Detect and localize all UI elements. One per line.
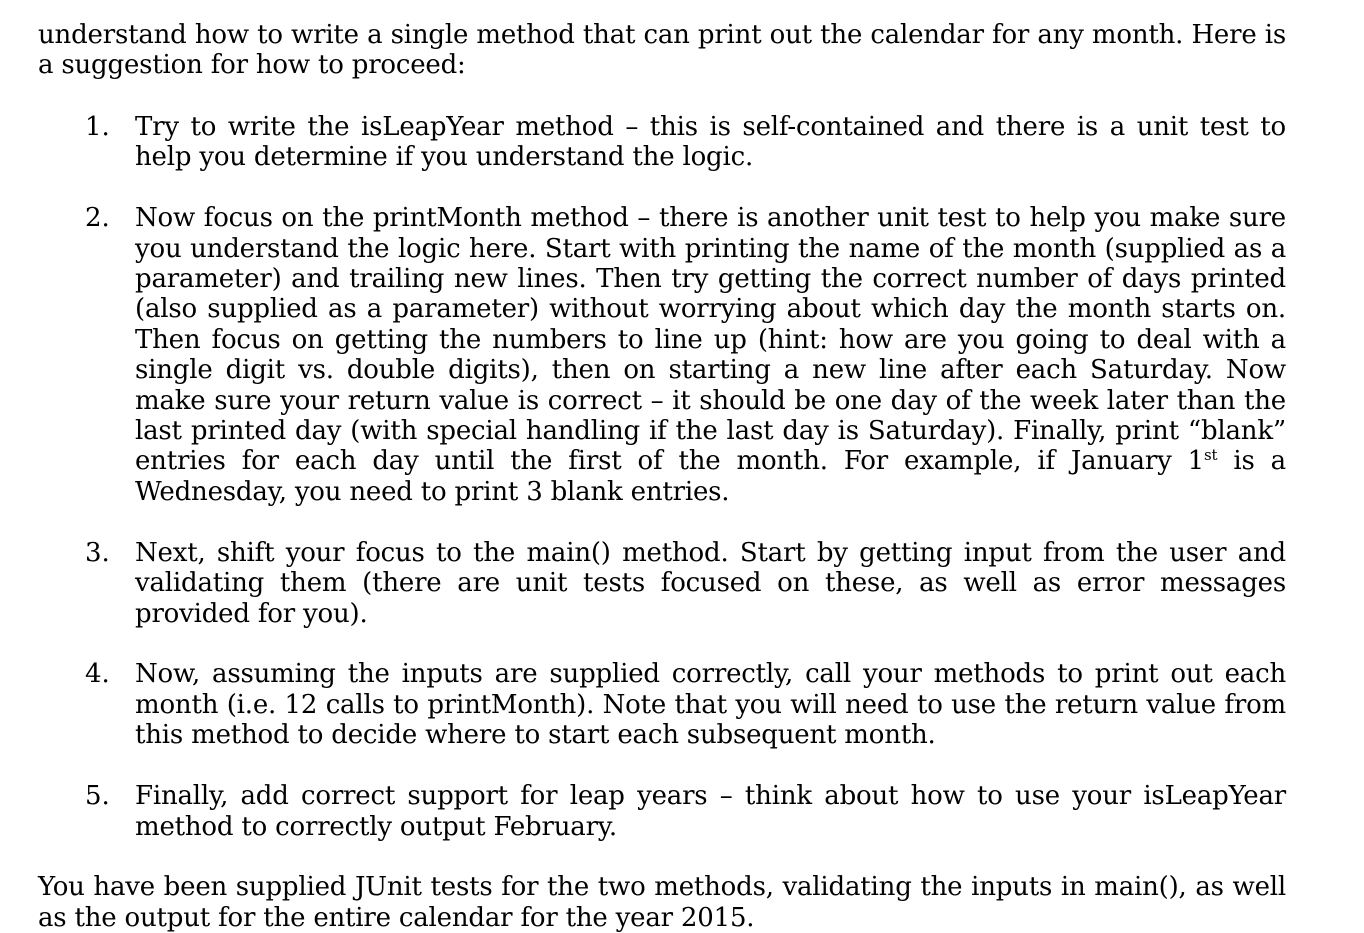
document-page: [38, 20, 1286, 933]
list-item-number: 1.: [85, 111, 110, 142]
list-item: [38, 112, 1286, 173]
list-item: [38, 203, 1286, 507]
list-item-number: 4.: [85, 659, 110, 690]
list-item-text: Try to write the isLeapYear method – this is self-contained and there is a unit test to help you determine if you understand the logic.: [135, 111, 1286, 173]
closing-paragraph: You have been supplied JUnit tests for the two methods, validating the inputs in main(), as well as the output for the entire calendar for the year 2015.: [38, 872, 1286, 933]
list-item-number: 5.: [85, 781, 110, 812]
list-item-text: [135, 203, 1286, 507]
intro-paragraph: understand how to write a single method that can print out the calendar for any month. Here is a suggestion for how to proceed:: [38, 20, 1286, 81]
list-item-number: 3.: [85, 537, 110, 568]
ordinal-suffix: st: [1203, 446, 1218, 465]
list-item-text: Next, shift your focus to the main() method. Start by getting input from the user and validating them (there are unit tests focused on these, as well as error messages provided for you).: [135, 537, 1286, 629]
list-item-text-part: Now focus on the printMonth method – there is another unit test to help you make sure you understand the logic here. Start with printing the name of the month (supplied as a parameter) and trailing new lines. Then try getting the correct number of days printed (also supplied as a parameter) without worrying about which day the month starts on. Then focus on getting the numbers to line up (hint: how are you going to deal with a single digit vs. double digits), then on starting a new line after each Saturday. Now make sure your return value is correct – it should be one day of the week later than the last printed day (with special handling if the last day is Saturday). Finally, print “blank” entries for each day until the first of the month. For example, if January 1: [135, 203, 1286, 477]
list-item-text-part: is a Wednesday, you need to print 3 blank entries.: [135, 446, 1286, 507]
list-item: [38, 659, 1286, 750]
steps-list: [38, 112, 1286, 842]
list-item-text: Now, assuming the inputs are supplied correctly, call your methods to print out each month (i.e. 12 calls to printMonth). Note that you will need to use the return value from this method to decide where to start each subsequent month.: [135, 659, 1286, 751]
list-item: [38, 781, 1286, 842]
list-item-text: Finally, add correct support for leap years – think about how to use your isLeapYear method to correctly output February.: [135, 781, 1286, 842]
list-item-number: 2.: [85, 203, 110, 234]
list-item: [38, 538, 1286, 629]
